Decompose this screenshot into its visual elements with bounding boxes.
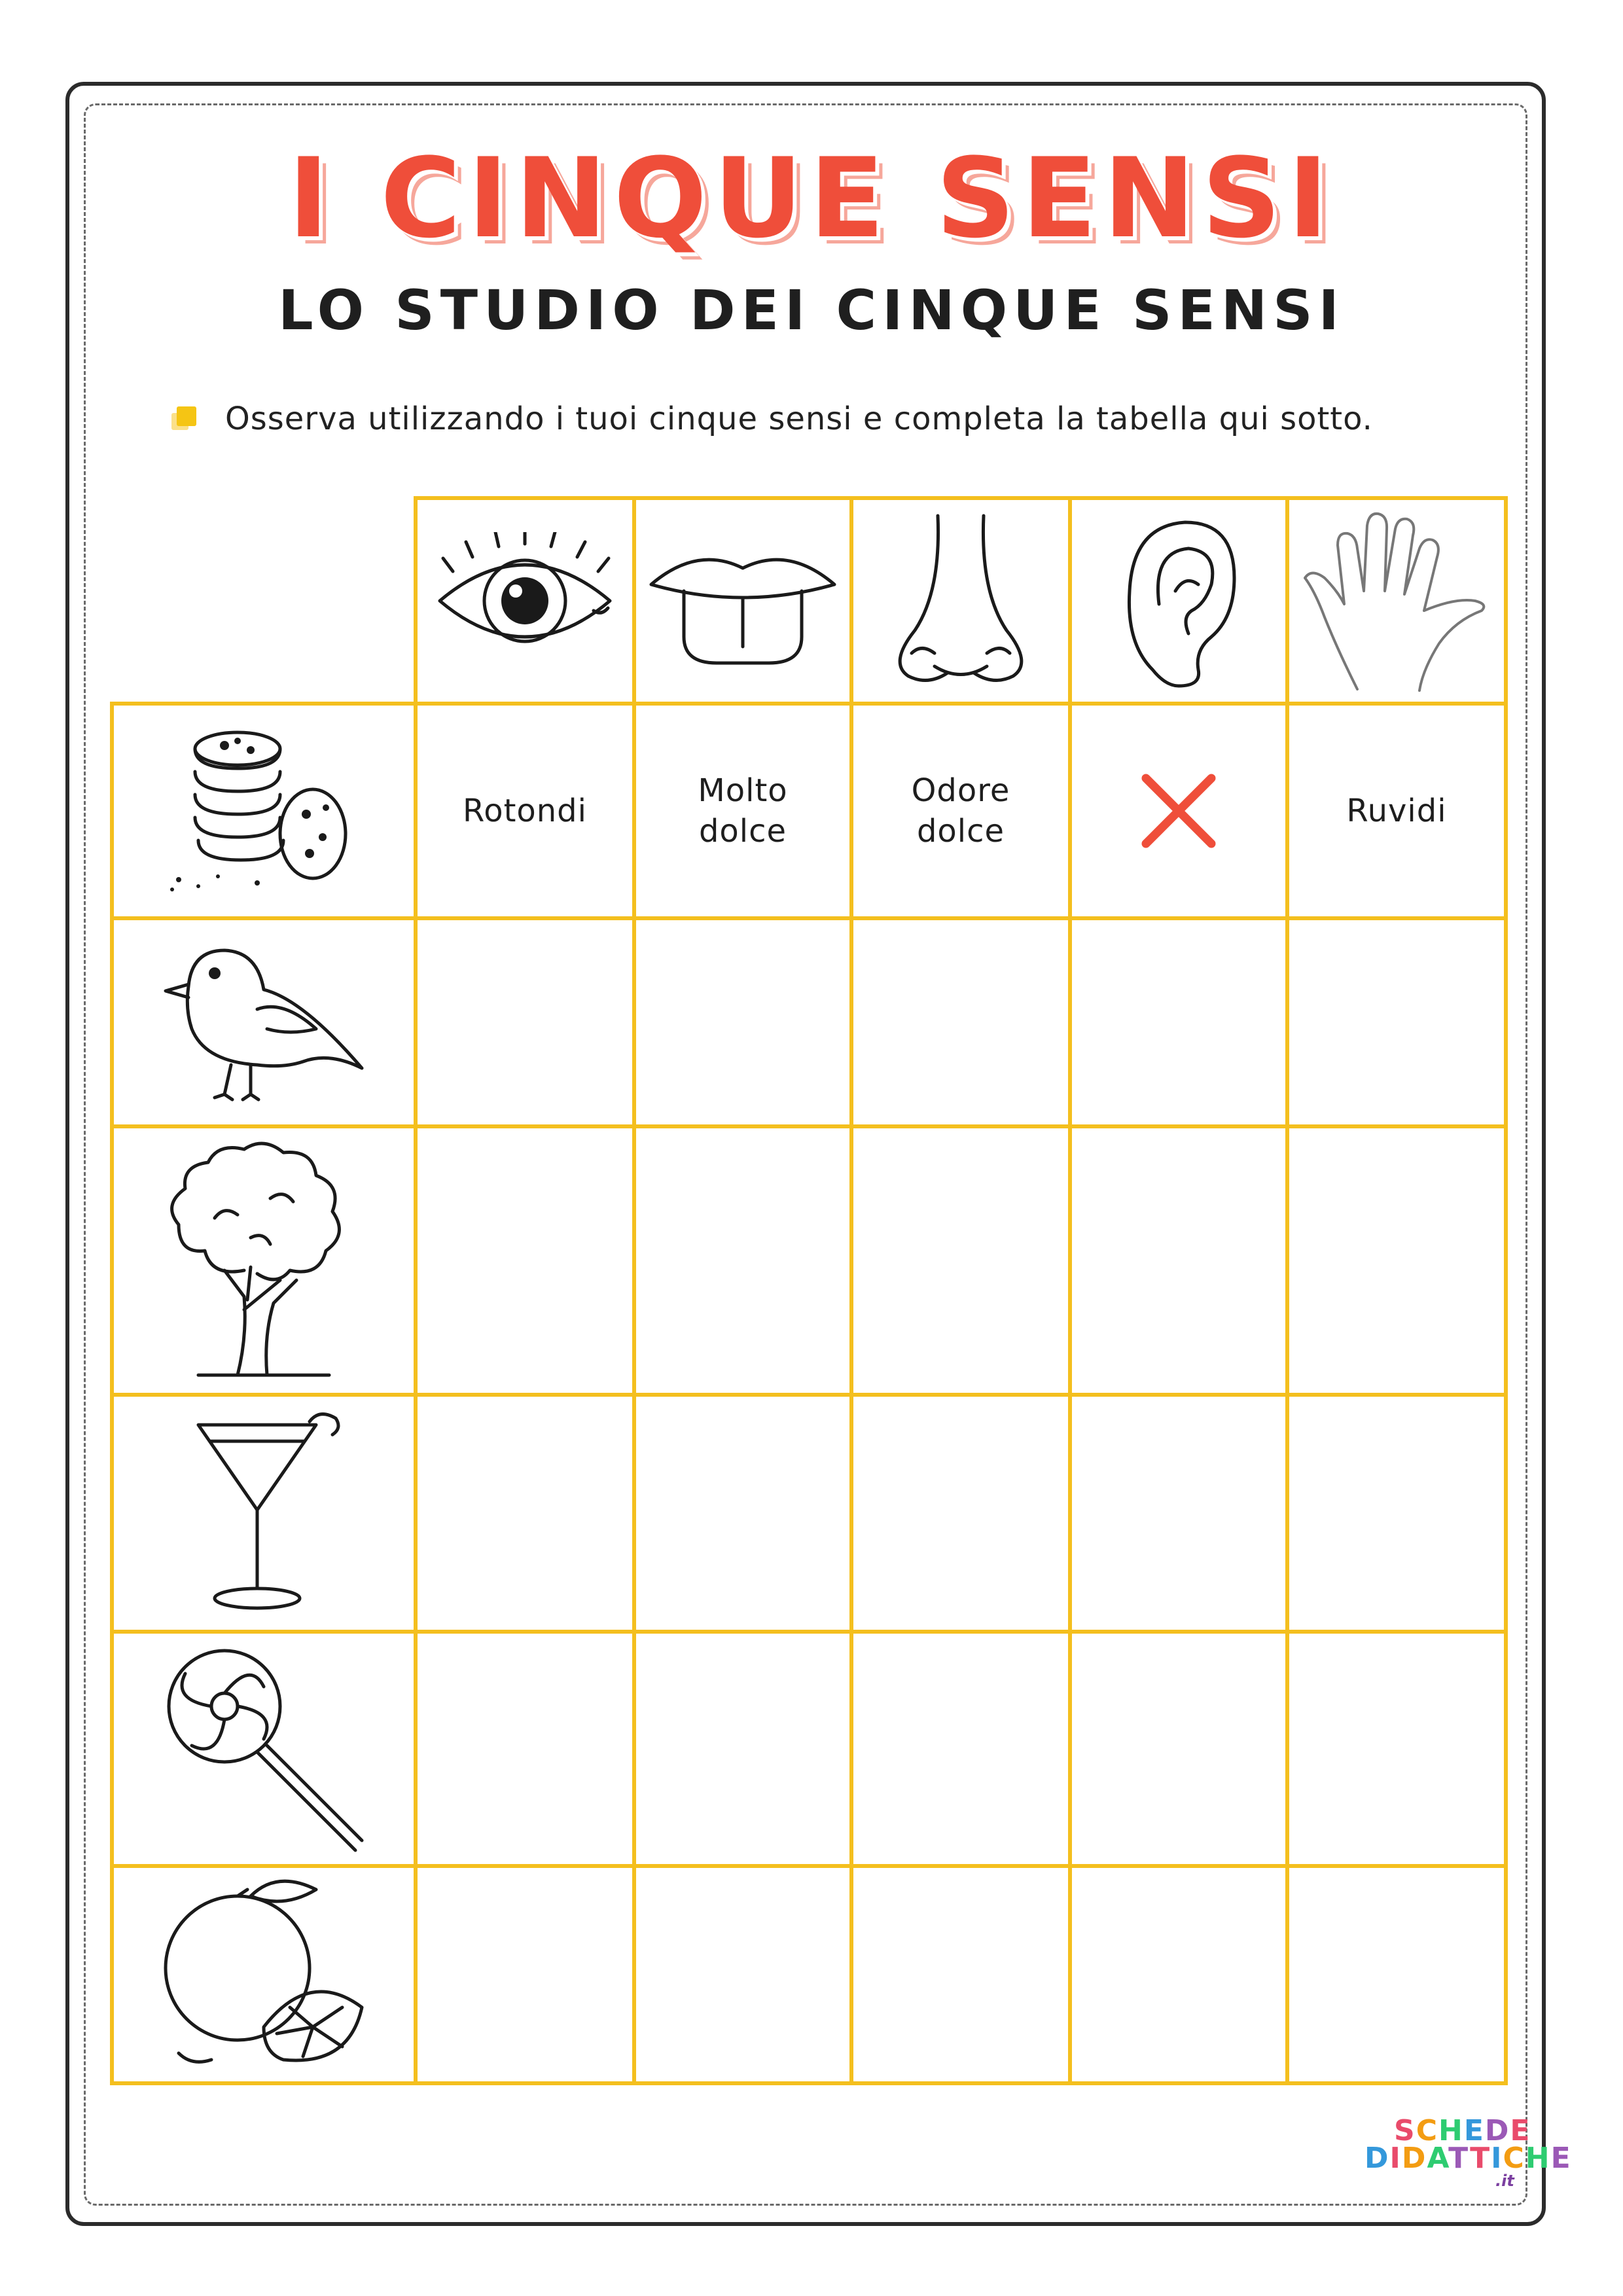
object-cell [110,1124,418,1397]
lollipop-icon [159,1641,368,1857]
ear-icon [1113,512,1244,689]
answer-cell[interactable] [1068,1630,1289,1868]
logo-line-2: DIDATTICHE [1364,2142,1572,2175]
answer-cell[interactable] [849,1864,1072,2085]
cross-mark-icon [1139,772,1218,850]
logo-suffix: .it [1495,2172,1514,2190]
answer-cell[interactable] [1285,1393,1508,1634]
answer-text: Odore dolce [911,772,1010,850]
answer-cell[interactable] [414,702,636,920]
answer-cell[interactable] [632,1393,853,1634]
sense-header-cell [1068,496,1289,706]
cookies-icon [159,723,368,899]
answer-cell[interactable] [849,1630,1072,1868]
answer-cell[interactable] [414,1393,636,1634]
answer-cell[interactable] [414,1864,636,2085]
answer-cell[interactable] [632,1864,853,2085]
answer-cell[interactable] [849,1124,1072,1397]
page-subtitle: LO STUDIO DEI CINQUE SENSI [278,278,1345,342]
sense-header-cell [414,496,636,706]
answer-cell[interactable] [632,1124,853,1397]
answer-cell[interactable] [632,916,853,1128]
answer-cell[interactable] [1285,1630,1508,1868]
object-cell [110,916,418,1128]
answer-text: Rotondi [463,793,587,829]
answer-cell[interactable] [849,916,1072,1128]
object-cell [110,1630,418,1868]
answer-cell[interactable] [849,1393,1072,1634]
site-logo [1364,2114,1572,2190]
logo-line-1: SCHEDE [1394,2114,1531,2147]
answer-cell[interactable] [1068,1864,1289,2085]
answer-cell[interactable] [632,702,853,920]
answer-cell[interactable] [1068,916,1289,1128]
answer-cell[interactable] [1285,916,1508,1128]
tree-icon [152,1139,375,1382]
instruction [171,393,1373,445]
answer-cell[interactable] [414,1124,636,1397]
object-cell [110,1393,418,1634]
answer-cell[interactable] [1285,1124,1508,1397]
answer-cell[interactable] [1068,702,1289,920]
answer-cell[interactable] [849,702,1072,920]
answer-text: Molto dolce [698,772,788,850]
hand-icon [1298,506,1495,696]
sense-header-cell [632,496,853,706]
eye-icon [427,532,623,670]
answer-cell[interactable] [1285,1864,1508,2085]
answer-cell[interactable] [632,1630,853,1868]
sense-header-cell [849,496,1072,706]
bird-icon [152,937,375,1107]
answer-cell[interactable] [414,916,636,1128]
answer-cell[interactable] [1068,1124,1289,1397]
answer-cell[interactable] [414,1630,636,1868]
answer-text: Ruvidi [1346,793,1447,829]
object-cell [110,1864,418,2085]
mouth-tongue-icon [645,532,841,670]
page-title: I CINQUE SENSI [288,134,1335,262]
sense-header-cell [1285,496,1508,706]
nose-icon [876,512,1046,689]
orange-icon [152,1876,375,2073]
object-cell [110,702,418,920]
answer-cell[interactable] [1285,702,1508,920]
cocktail-glass-icon [179,1412,349,1615]
bullet-icon [171,406,196,431]
answer-cell[interactable] [1068,1393,1289,1634]
instruction-text: Osserva utilizzando i tuoi cinque sensi e completa la tabella qui sotto. [225,401,1373,437]
